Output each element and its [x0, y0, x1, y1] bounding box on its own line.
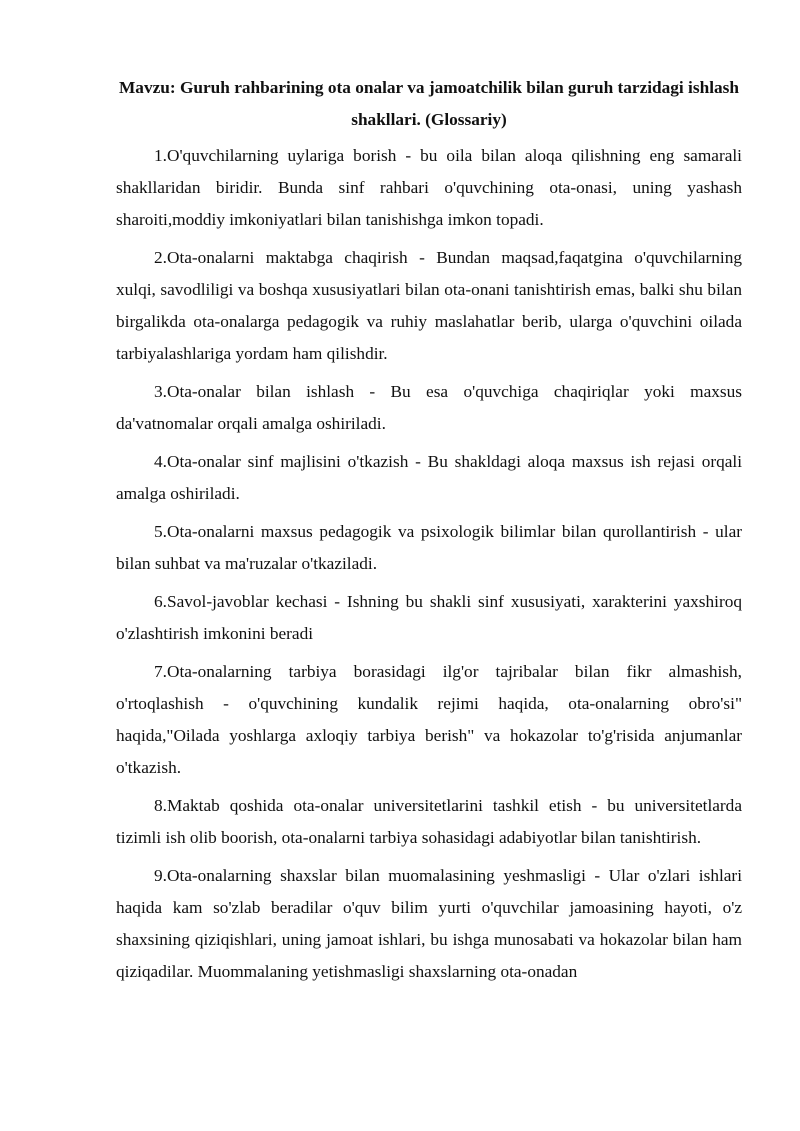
glossary-item-5: 5.Ota-onalarni maxsus pedagogik va psixologik bilimlar bilan qurollantirish - ular bilan suhbat va ma'ruzalar o'tkaziladi. — [116, 522, 742, 573]
glossary-item-2: 2.Ota-onalarni maktabga chaqirish - Bundan maqsad,faqatgina o'quvchilarning xulqi, savodliligi va boshqa xususiyatlari bilan ota-onani tanishtirish emas, balki shu bilan birgalikda ota-onalarga pedagogik va ruhiy maslahatlar berib, ularga o'quvchini oilada tarbiyalashlariga yordam ham qilishdir. — [116, 248, 742, 363]
glossary-item-3: 3.Ota-onalar bilan ishlash - Bu esa o'quvchiga chaqiriqlar yoki maxsus da'vatnomalar orqali amalga oshiriladi. — [116, 382, 742, 433]
glossary-item-7: 7.Ota-onalarning tarbiya borasidagi ilg'or tajribalar bilan fikr almashish, o'rtoqlashish - o'quvchining kundalik rejimi haqida, ota-onalarning obro'si" haqida,"Oilada yoshlarga axloqiy tarbiya berish" va hokazolar to'g'risida anjumanlar o'tkazish. — [116, 662, 742, 777]
glossary-item-9: 9.Ota-onalarning shaxslar bilan muomalasining yeshmasligi - Ular o'zlari ishlari haqida kam so'zlab beradilar o'quv bilim yurti o'quvchilar jamoasining hayoti, o'z shaxsining qiziqishlari, uning jamoat ishlari, bu ishga munosabati va hokazolar bilan ham qiziqadilar. Muommalaning yetishmasligi shaxslarning ota-onadan — [116, 866, 742, 981]
glossary-item-8: 8.Maktab qoshida ota-onalar universitetlarini tashkil etish - bu universitetlarda tizimli ish olib boorish, ota-onalarni tarbiya sohasidagi adabiyotlar bilan tanishtirish. — [116, 796, 742, 847]
document-title: Mavzu: Guruh rahbarining ota onalar va jamoatchilik bilan guruh tarzidagi ishlash shakllari. (Glossariy) — [119, 78, 739, 129]
glossary-item-4: 4.Ota-onalar sinf majlisini o'tkazish - Bu shakldagi aloqa maxsus ish rejasi orqali amalga oshiriladi. — [116, 452, 742, 503]
glossary-item-6: 6.Savol-javoblar kechasi - Ishning bu shakli sinf xususiyati, xarakterini yaxshiroq o'zlashtirish imkonini beradi — [116, 592, 742, 643]
glossary-item-1: 1.O'quvchilarning uylariga borish - bu oila bilan aloqa qilishning eng samarali shakllaridan biridir. Bunda sinf rahbari o'quvchining ota-onasi, uning yashash sharoiti,moddiy imkoniyatlari bilan tanishishga imkon topadi. — [116, 146, 742, 229]
document-body — [116, 72, 742, 994]
